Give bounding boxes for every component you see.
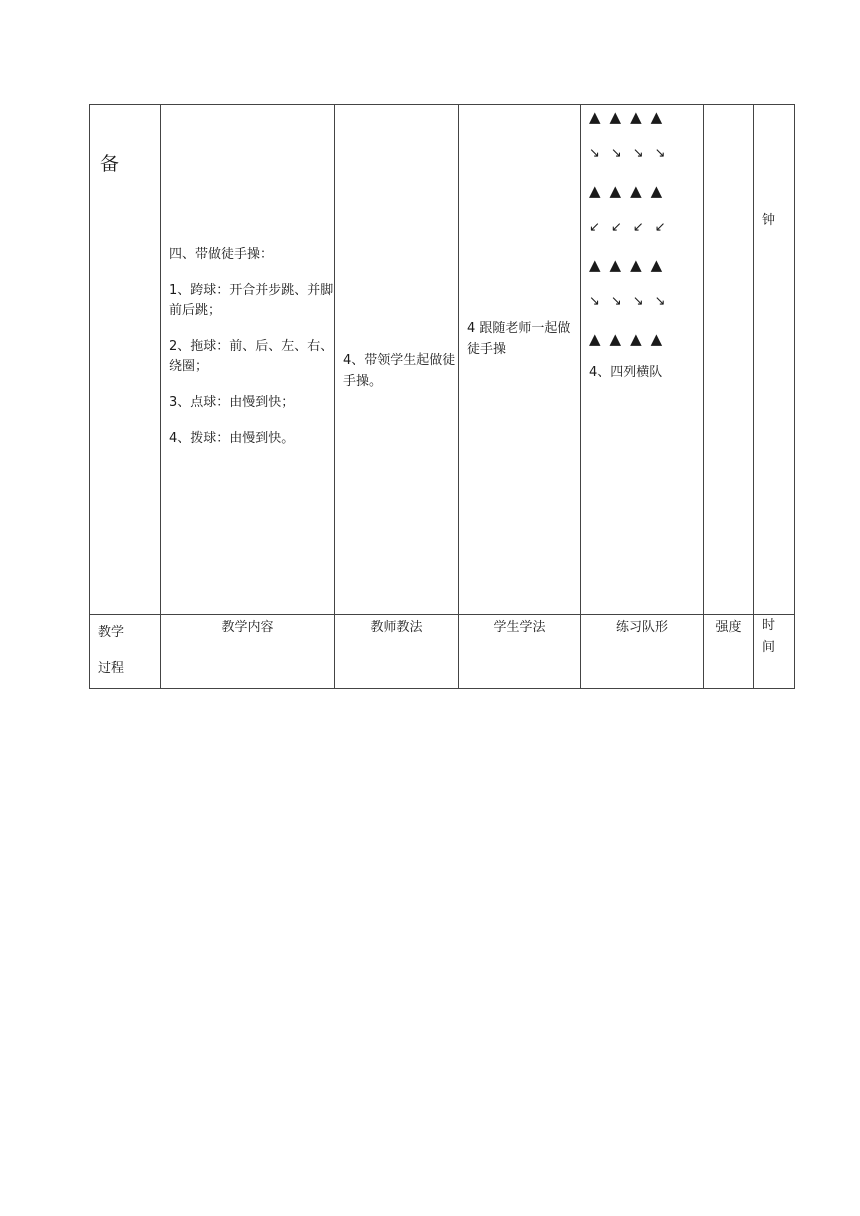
header-student-method	[459, 615, 581, 689]
content-cell	[161, 105, 335, 615]
header-process-line: 教学	[98, 625, 125, 640]
header-process-line: 过程	[98, 661, 125, 676]
header-content	[161, 615, 335, 689]
header-intensity-label: 强度	[715, 620, 742, 635]
prep-row	[90, 105, 795, 615]
teacher-method-cell	[335, 105, 459, 615]
formation-row-arrows: ↘↘↘↘	[589, 294, 677, 309]
header-teacher-method-label: 教师教法	[370, 620, 423, 635]
content-item: 2、拖球：前、后、左、右、绕圈；	[169, 339, 334, 374]
stage-label: 备	[100, 153, 120, 175]
header-teacher-method	[335, 615, 459, 689]
time-value: 钟	[762, 213, 776, 228]
header-time-line: 间	[762, 640, 776, 655]
formation-row-triangles: ▲▲▲▲	[589, 256, 672, 274]
header-student-method-label: 学生学法	[493, 620, 546, 635]
header-row	[90, 615, 795, 689]
content-item: 4、拨球：由慢到快。	[169, 431, 295, 446]
lesson-plan-table	[89, 104, 795, 689]
student-method-text: 4 跟随老师一起做徒手操	[467, 321, 571, 357]
formation-row-arrows: ↘↘↘↘	[589, 146, 677, 161]
formation-cell	[581, 105, 704, 615]
teacher-method-text: 4、带领学生起做徒手操。	[343, 353, 456, 389]
header-process	[90, 615, 161, 689]
content-heading: 四、带做徒手操：	[169, 247, 274, 262]
formation-row-triangles: ▲▲▲▲	[589, 330, 672, 348]
formation-row-triangles: ▲▲▲▲	[589, 182, 672, 200]
header-time	[754, 615, 795, 689]
header-content-label: 教学内容	[221, 620, 274, 635]
intensity-cell	[704, 105, 754, 615]
formation-caption: 4、四列横队	[589, 365, 663, 380]
content-item: 1、跨球：开合并步跳、并脚前后跳；	[169, 283, 334, 318]
header-formation-label: 练习队形	[615, 620, 668, 635]
stage-cell	[90, 105, 161, 615]
formation-diagram	[581, 105, 703, 383]
formation-row-triangles: ▲▲▲▲	[589, 108, 672, 126]
content-item: 3、点球：由慢到快；	[169, 395, 295, 410]
header-time-line: 时	[762, 618, 776, 633]
header-intensity	[704, 615, 754, 689]
formation-row-arrows: ↙↙↙↙	[589, 220, 677, 235]
header-formation	[581, 615, 704, 689]
time-cell	[754, 105, 795, 615]
student-method-cell	[459, 105, 581, 615]
